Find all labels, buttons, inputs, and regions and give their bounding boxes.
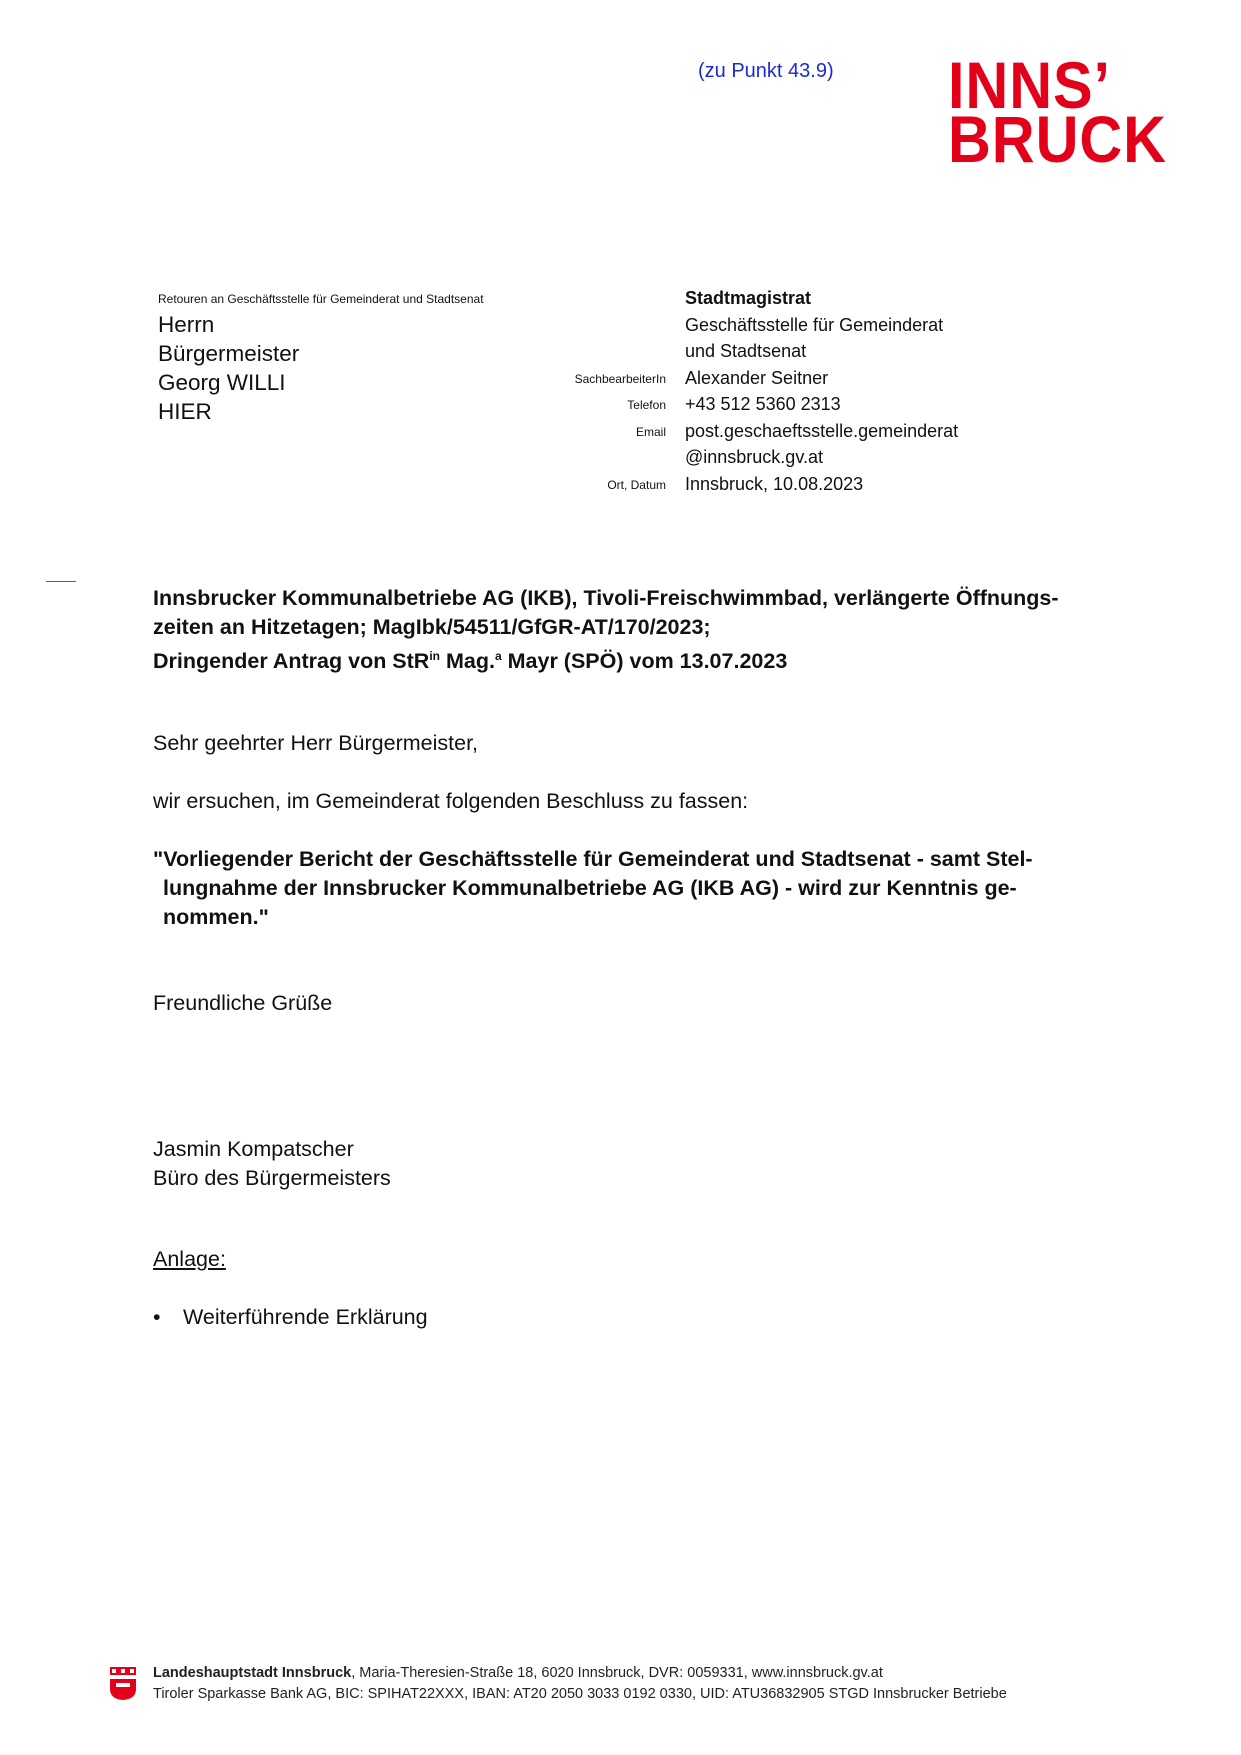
- sender-phone: +43 512 5360 2313: [685, 394, 841, 414]
- recipient-role: Bürgermeister: [158, 341, 300, 366]
- footer: [153, 1663, 1007, 1705]
- subject-line-3: Dringender Antrag von StR$^{in}$ Mag.$^a$ Mayr (SPÖ) vom 13.07.2023: [153, 649, 788, 674]
- resolution-line-2: lungnahme der Innsbrucker Kommunalbetriebe AG (IKB AG) - wird zur Kenntnis ge-: [163, 876, 1017, 900]
- logo-line-1: INNS’: [948, 48, 1111, 122]
- resolution-line-3: nommen.": [163, 905, 269, 929]
- footer-line-1: Landeshauptstadt Innsbruck, Maria-Theresien-Straße 18, 6020 Innsbruck, DVR: 0059331, www.innsbruck.gv.at: [153, 1665, 883, 1681]
- sender-email-1: post.geschaeftsstelle.gemeinderat: [685, 420, 959, 441]
- place-date-label: Ort, Datum: [607, 478, 666, 492]
- sender-place-date: Innsbruck, 10.08.2023: [685, 473, 864, 494]
- email-label: Email: [635, 425, 666, 439]
- logo-line-2: BRUCK: [948, 102, 1167, 176]
- resolution-text: [153, 845, 1133, 932]
- sender-clerk: Alexander Seitner: [685, 367, 829, 388]
- clerk-label: SachbearbeiterIn: [574, 372, 666, 386]
- signature: [153, 1135, 391, 1193]
- innsbruck-logo: [948, 48, 1191, 176]
- margin-mark: [46, 581, 76, 582]
- recipient-address: [158, 310, 299, 426]
- greeting: Sehr geehrter Herr Bürgermeister,: [153, 731, 479, 755]
- signature-name: Jasmin Kompatscher: [153, 1137, 354, 1161]
- subject: [153, 584, 1113, 676]
- return-address-line: Retouren an Geschäftsstelle für Gemeinderat und Stadtsenat: [158, 292, 484, 306]
- city-emblem-icon: [108, 1665, 138, 1701]
- subject-line-1: Innsbrucker Kommunalbetriebe AG (IKB), Tivoli-Freischwimmbad, verlängerte Öffnungs-: [153, 586, 1059, 610]
- closing: Freundliche Grüße: [153, 991, 333, 1015]
- attachment-label: Weiterführende Erklärung: [183, 1305, 428, 1329]
- signature-office: Büro des Bürgermeisters: [153, 1166, 391, 1190]
- sender-dept-2: und Stadtsenat: [685, 341, 807, 361]
- sender-dept-1: Geschäftsstelle für Gemeinderat: [685, 314, 944, 335]
- recipient-name: Georg WILLI: [158, 370, 286, 395]
- request-text: wir ersuchen, im Gemeinderat folgenden Beschluss zu fassen:: [153, 789, 749, 813]
- attachment-item: [153, 1305, 428, 1330]
- subject-line-2: zeiten an Hitzetagen; MagIbk/54511/GfGR-AT/170/2023;: [153, 615, 711, 639]
- phone-label: Telefon: [627, 398, 666, 412]
- recipient-location: HIER: [158, 399, 212, 424]
- agenda-reference: (zu Punkt 43.9): [698, 60, 834, 82]
- bullet-icon: •: [153, 1305, 161, 1329]
- sender-email-2: @innsbruck.gv.at: [685, 447, 823, 467]
- recipient-title: Herrn: [158, 312, 215, 337]
- footer-line-2: Tiroler Sparkasse Bank AG, BIC: SPIHAT22XXX, IBAN: AT20 2050 3033 0192 0330, UID: ATU36832905 STGD Innsbrucker Betriebe: [153, 1686, 1007, 1702]
- resolution-line-1: "Vorliegender Bericht der Geschäftsstelle für Gemeinderat und Stadtsenat - samt Stel-: [153, 847, 1033, 871]
- sender-org: Stadtmagistrat: [685, 288, 812, 308]
- sender-block: [685, 285, 958, 497]
- attachments-heading: Anlage:: [153, 1247, 226, 1271]
